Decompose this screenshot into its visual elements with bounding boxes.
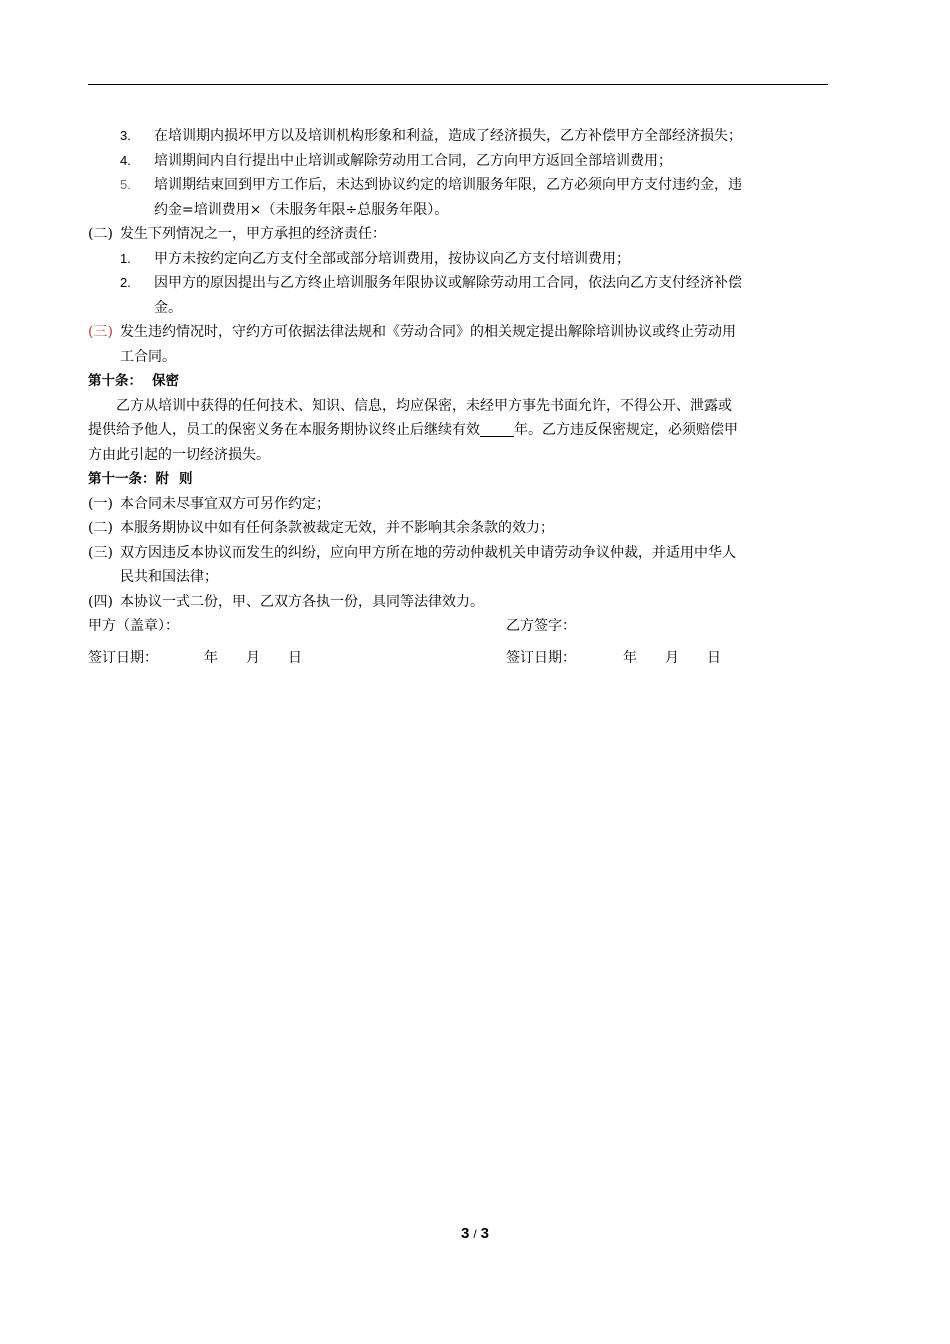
document-body <box>88 124 858 671</box>
list-text: 甲方未按约定向乙方支付全部或部分培训费用，按协议向乙方支付培训费用； <box>154 250 630 267</box>
article-paragraph <box>88 443 858 468</box>
article-name: 则 <box>179 471 193 487</box>
article-paragraph <box>88 394 858 419</box>
party-b-month: 月 <box>665 650 679 666</box>
clause-paragraph <box>88 516 858 541</box>
list-item <box>88 124 858 149</box>
list-number: 5. <box>120 177 131 192</box>
signature-parties <box>88 614 858 638</box>
clause-marker: (一) <box>88 495 113 512</box>
article-heading <box>88 369 858 394</box>
clause-text: 本协议一式二份，甲、乙双方各执一份，具同等法律效力。 <box>120 593 484 610</box>
page-number-footer <box>0 1225 950 1242</box>
list-text-continued: 约金=培训费用×（未服务年限÷总服务年限）。 <box>154 201 449 218</box>
list-item-continuation <box>88 296 858 321</box>
list-text-continued: 金。 <box>154 299 182 316</box>
party-a-seal-label: 甲方（盖章）： <box>88 618 179 634</box>
paragraph-line: 方由此引起的一切经济损失。 <box>88 446 270 463</box>
total-page-count: 3 <box>480 1225 490 1242</box>
clause-marker: (三) <box>88 324 113 340</box>
clause-text: 发生违约情况时，守约方可依据法律法规和《劳动合同》的相关规定提出解除培训协议或终止劳动用 <box>120 324 736 340</box>
list-text: 培训期结束回到甲方工作后，未达到协议约定的培训服务年限，乙方必须向甲方支付违约金，违 <box>154 177 742 193</box>
header-rule <box>88 84 828 85</box>
party-a-month: 月 <box>246 650 260 666</box>
clause-paragraph <box>88 320 858 345</box>
list-number: 1. <box>120 250 131 266</box>
signature-date-row <box>88 646 858 671</box>
fill-in-blank[interactable] <box>480 422 514 437</box>
article-paragraph <box>88 418 858 443</box>
clause-paragraph <box>88 492 858 517</box>
clause-text: 发生下列情况之一，甲方承担的经济责任： <box>120 226 386 242</box>
clause-paragraph <box>88 590 858 615</box>
party-a-date-label: 签订日期： <box>88 650 158 666</box>
clause-text: 本服务期协议中如有任何条款被裁定无效，并不影响其余条款的效力； <box>120 520 554 536</box>
clause-paragraph <box>88 541 858 566</box>
party-b-sign-label: 乙方签字： <box>506 618 576 634</box>
signature-row <box>88 614 858 646</box>
list-item <box>88 149 858 174</box>
clause-continuation <box>88 345 858 370</box>
list-number: 4. <box>120 152 131 168</box>
party-b-year: 年 <box>623 650 637 666</box>
clause-text-continued: 民共和国法律； <box>120 569 218 585</box>
clause-marker: (二) <box>88 226 113 242</box>
paragraph-line: 年。乙方违反保密规定，必须赔偿甲 <box>514 422 738 438</box>
page-separator: / <box>473 1227 477 1241</box>
party-a-day: 日 <box>288 650 302 666</box>
article-name: 保密 <box>152 373 179 389</box>
clause-marker: (三) <box>88 544 113 561</box>
clause-text: 本合同未尽事宜双方可另作约定； <box>120 495 330 512</box>
clause-text: 双方因违反本协议而发生的纠纷，应向甲方所在地的劳动仲裁机关申请劳动争议仲裁，并适用中华人 <box>120 544 736 561</box>
clause-continuation <box>88 565 858 590</box>
article-heading <box>88 467 858 492</box>
list-item <box>88 173 858 198</box>
article-title: 第十一条：附 <box>88 471 169 487</box>
list-item <box>88 271 858 296</box>
paragraph-line: 提供给予他人，员工的保密义务在本服务期协议终止后继续有效 <box>88 422 480 438</box>
party-b-day: 日 <box>707 650 721 666</box>
list-item-continuation <box>88 198 858 223</box>
clause-paragraph <box>88 222 858 247</box>
clause-marker: (二) <box>88 520 113 536</box>
list-text: 在培训期内损坏甲方以及培训机构形象和利益，造成了经济损失，乙方补偿甲方全部经济损失； <box>154 128 742 144</box>
party-a-year: 年 <box>204 650 218 666</box>
party-b-date-label: 签订日期： <box>506 650 576 666</box>
clause-marker: (四) <box>88 593 113 610</box>
list-number: 2. <box>120 275 131 290</box>
current-page-number: 3 <box>460 1225 470 1242</box>
clause-text-continued: 工合同。 <box>120 348 176 365</box>
signature-dates <box>88 646 858 670</box>
list-item <box>88 247 858 272</box>
article-title: 第十条： <box>88 373 142 389</box>
paragraph-line: 乙方从培训中获得的任何技术、知识、信息，均应保密，未经甲方事先书面允许，不得公开、泄露或 <box>116 397 732 414</box>
list-number: 3. <box>120 128 131 143</box>
list-text: 因甲方的原因提出与乙方终止培训服务年限协议或解除劳动用工合同，依法向乙方支付经济补偿 <box>154 275 742 291</box>
list-text: 培训期间内自行提出中止培训或解除劳动用工合同，乙方向甲方返回全部培训费用； <box>154 152 672 169</box>
